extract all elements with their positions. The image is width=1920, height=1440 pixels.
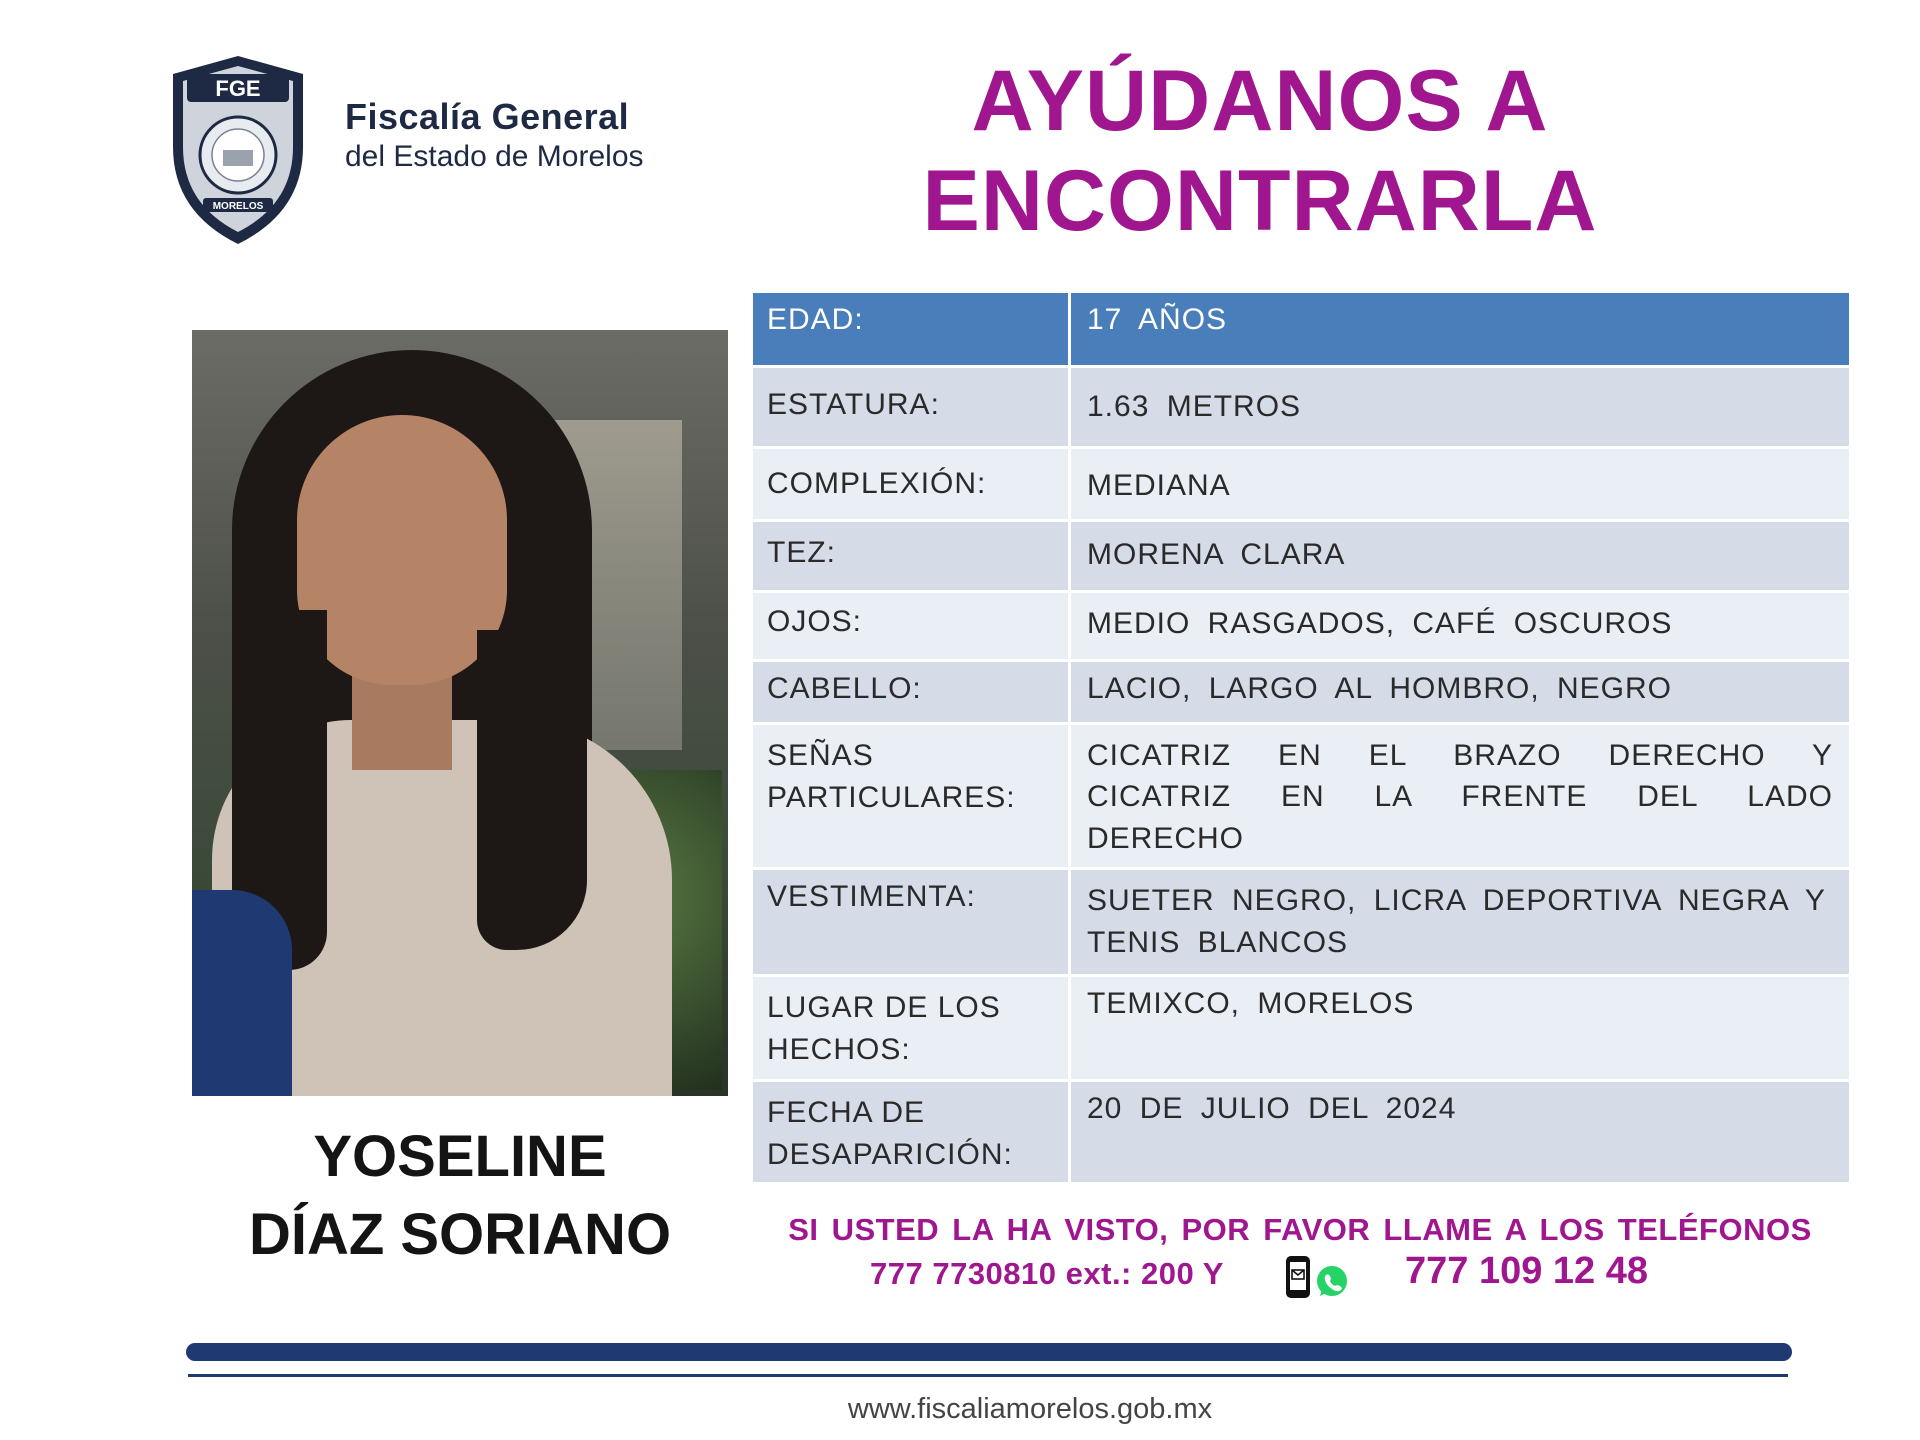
detail-value: LACIO, LARGO AL HOMBRO, NEGRO — [1087, 672, 1673, 705]
detail-label: SEÑAS PARTICULARES: — [753, 725, 1071, 867]
contact-instruction: SI USTED LA HA VISTO, POR FAVOR LLAME A LOS TELÉFONOS — [788, 1212, 1812, 1247]
detail-label: VESTIMENTA: — [753, 870, 1071, 974]
table-row — [753, 662, 1849, 725]
phone-number-whatsapp: 777 109 12 48 — [1405, 1250, 1649, 1292]
detail-value: 17 AÑOS — [1087, 303, 1228, 336]
person-name — [192, 1118, 728, 1275]
table-row — [753, 449, 1849, 522]
detail-value: 1.63 METROS — [1087, 390, 1302, 423]
detail-value: 20 DE JULIO DEL 2024 — [1087, 1092, 1457, 1125]
table-row — [753, 368, 1849, 449]
phone-icons — [1284, 1254, 1354, 1300]
detail-label: TEZ: — [753, 522, 1071, 590]
person-first-name: YOSELINE — [313, 1124, 607, 1189]
detail-value: MORENA CLARA — [1087, 538, 1346, 571]
detail-value: MEDIANA — [1087, 469, 1231, 502]
org-subtitle: del Estado de Morelos — [345, 140, 644, 173]
detail-label: ESTATURA: — [753, 368, 1071, 446]
table-row — [753, 725, 1849, 870]
detail-label: FECHA DE DESAPARICIÓN: — [753, 1082, 1071, 1182]
svg-text:MORELOS: MORELOS — [212, 201, 264, 212]
detail-value: TEMIXCO, MORELOS — [1087, 987, 1415, 1020]
detail-label: OJOS: — [753, 593, 1071, 659]
table-row — [753, 977, 1849, 1082]
person-last-name: DÍAZ SORIANO — [248, 1202, 672, 1268]
org-name: Fiscalía General — [345, 96, 630, 137]
headline — [880, 52, 1640, 252]
detail-label: LUGAR DE LOS HECHOS: — [753, 977, 1071, 1079]
detail-value: MEDIO RASGADOS, CAFÉ OSCUROS — [1087, 607, 1673, 640]
footer-divider-thick — [186, 1343, 1792, 1361]
table-row — [753, 870, 1849, 977]
headline-line1: AYÚDANOS A — [971, 53, 1549, 149]
table-row — [753, 293, 1849, 368]
detail-label: CABELLO: — [753, 662, 1071, 722]
svg-text:FGE: FGE — [215, 76, 261, 101]
footer-divider-thin — [188, 1374, 1788, 1377]
phone-number-primary: 777 7730810 ext.: 200 Y — [870, 1256, 1224, 1291]
fge-badge-icon — [163, 52, 313, 247]
table-row — [753, 522, 1849, 593]
detail-value: SUETER NEGRO, LICRA DEPORTIVA NEGRA Y TENIS BLANCOS — [1087, 884, 1826, 959]
website-link[interactable]: www.fiscaliamorelos.gob.mx — [847, 1393, 1213, 1425]
detail-value: CICATRIZ EN EL BRAZO DERECHO Y CICATRIZ EN LA FRENTE DEL LADO DERECHO — [1087, 739, 1833, 855]
headline-line2: ENCONTRARLA — [922, 152, 1598, 249]
table-row — [753, 1082, 1849, 1185]
whatsapp-icon — [1317, 1266, 1347, 1296]
person-photo — [192, 330, 728, 1096]
phone-icon — [1286, 1256, 1310, 1298]
table-row — [753, 593, 1849, 662]
detail-label: EDAD: — [753, 293, 1071, 365]
details-table — [753, 293, 1849, 1185]
detail-label: COMPLEXIÓN: — [753, 449, 1071, 519]
